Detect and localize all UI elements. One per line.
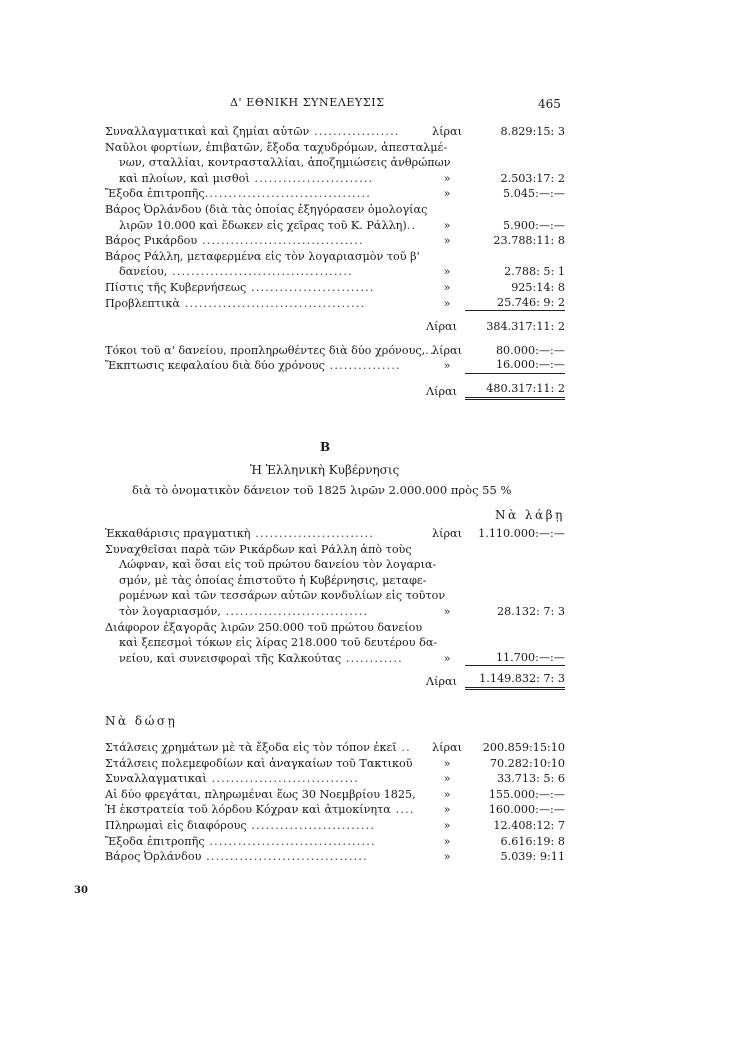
description-text: Αἱ δύο φρεγάται, πληρωμέναι ἕως 30 Νοεμβρίου 1825, — [105, 787, 416, 801]
description-text: λιρῶν 10.000 καὶ ἔδωκεν εἰς χεῖρας τοῦ Κ. Ράλλη) — [119, 218, 407, 232]
leader-dots: ................................... — [204, 187, 372, 201]
ledger-row — [105, 834, 565, 850]
description-line — [105, 604, 423, 620]
currency-unit: » — [443, 280, 451, 294]
description-line — [105, 249, 423, 265]
row-description — [105, 542, 446, 620]
currency-unit: » — [443, 787, 451, 801]
description-line — [105, 171, 423, 187]
leader-dots: .. — [425, 343, 435, 357]
row-description — [105, 787, 423, 803]
leader-dots: ............... — [324, 359, 401, 373]
description-text: Συναλλαγματικαὶ — [105, 772, 207, 786]
amount-value: 11.700:—:— — [465, 650, 565, 667]
currency-unit: » — [443, 265, 451, 279]
description-line — [105, 802, 423, 818]
row-description — [105, 280, 423, 296]
description-text: Ἡ ἐκστρατεία τοῦ λόρδου Κόχραν καὶ ἀτμοκίνητα — [105, 803, 391, 817]
row-description — [105, 202, 428, 233]
ledger-row — [105, 140, 565, 187]
ledger-table-give — [105, 740, 565, 865]
ledger-table-a — [105, 124, 565, 400]
leader-dots: .. — [396, 741, 411, 754]
description-line — [105, 218, 423, 234]
description-line — [105, 849, 423, 865]
description-line — [105, 358, 423, 374]
currency-unit: » — [443, 756, 451, 770]
description-line — [105, 771, 423, 787]
description-line — [105, 740, 423, 756]
currency-unit: λίραι — [432, 527, 462, 540]
amount-value: 160.000:—:— — [488, 803, 565, 817]
amount-value: 5.045:—:— — [503, 187, 565, 201]
row-description — [105, 233, 423, 249]
leader-dots: ...................................... — [167, 265, 353, 279]
description-text: Λώφναν, καὶ ὅσαι εἰς τοῦ πρώτου δανείου τὸν λογαρια- — [119, 558, 437, 572]
total-amount: 480.317:11: 2 — [465, 381, 565, 400]
currency-unit: » — [443, 296, 451, 310]
description-line — [105, 756, 423, 772]
description-text: Πληρωμαὶ εἰς διαφόρους — [105, 818, 247, 832]
description-text: Στάλσεις πολεμεφοδίων καὶ ἀναγκαίων τοῦ Τακτικοῦ — [105, 756, 413, 770]
description-text: Βάρος Ὀρλάνδου (διὰ τὰς ὁποίας ἐξηγόρασεν ὁμολογίας — [105, 202, 428, 216]
leader-dots: .......................... — [246, 280, 375, 294]
amount-value: 6.616:19: 8 — [500, 834, 565, 848]
description-text: Βάρος Ρικάρδου — [105, 234, 198, 248]
description-text: Στάλσεις χρημάτων μὲ τὰ ἔξοδα εἰς τὸν τόπον ἐκεῖ — [105, 741, 397, 754]
description-line — [105, 155, 451, 171]
currency-unit: λίραι — [432, 741, 462, 754]
amount-value: 33.713: 5: 6 — [496, 772, 565, 786]
row-description — [105, 358, 423, 374]
description-line — [105, 264, 423, 280]
amount-value: 28.132: 7: 3 — [496, 604, 565, 618]
total-amount: 1.149.832: 7: 3 — [465, 671, 565, 690]
description-text: Συναλλαγματικαὶ καὶ ζημίαι αὐτῶν — [105, 125, 310, 138]
ledger-row — [105, 233, 565, 249]
description-text: σμόν, μὲ τὰς ὁποίας ἐπιστοῦτο ἡ Κυβέρνησις, μεταφε- — [119, 573, 427, 587]
description-text: Ἐκκαθάρισις πραγματικὴ — [105, 527, 251, 540]
leader-dots: .................................. — [197, 234, 364, 248]
description-text: Προβλεπτικὰ — [105, 296, 180, 310]
total-row — [105, 674, 565, 690]
leader-dots: .......................... — [246, 818, 376, 832]
description-line — [105, 233, 423, 249]
footer-signature-mark: 30 — [74, 885, 88, 896]
leader-dots: ................................... — [204, 834, 376, 848]
description-line — [105, 202, 428, 218]
leader-dots: ............................... — [206, 772, 360, 786]
row-description — [105, 834, 423, 850]
row-description — [105, 186, 423, 202]
currency-unit: » — [443, 850, 451, 864]
leader-dots: .................................. — [201, 850, 368, 864]
ledger-row — [105, 802, 565, 818]
description-line — [105, 186, 423, 202]
description-line — [105, 542, 423, 558]
description-text: Ναῦλοι φορτίων, ἐπιβατῶν, ἔξοδα ταχυδρόμων, ἀπεσταλμέ- — [105, 140, 448, 154]
total-unit: Λίραι — [426, 675, 457, 689]
currency-unit: » — [443, 187, 451, 201]
total-unit: Λίραι — [426, 384, 457, 398]
ledger-row — [105, 186, 565, 202]
description-text: Ἔξοδα ἐπιτροπῆς — [105, 187, 205, 201]
description-line — [105, 296, 423, 312]
ledger-row — [105, 740, 565, 756]
receive-heading: Νὰ λάβῃ — [495, 508, 565, 522]
amount-value: 8.829:15: 3 — [500, 125, 565, 138]
description-text: Πίστις τῆς Κυβερνήσεως — [105, 280, 247, 294]
total-amount: 384.317:11: 2 — [486, 320, 565, 334]
amount-value: 5.039: 9:11 — [500, 850, 565, 864]
description-line — [105, 343, 435, 359]
currency-unit: » — [443, 651, 451, 665]
row-description — [105, 526, 423, 542]
description-line — [105, 280, 423, 296]
row-description — [105, 771, 423, 787]
page-number: 465 — [538, 97, 561, 111]
ledger-table-receive — [105, 526, 565, 690]
ledger-row — [105, 358, 565, 374]
description-text: Συναχθεῖσαι παρὰ τῶν Ρικάρδων καὶ Ράλλη ἀπὸ τοὺς — [105, 542, 412, 556]
ledger-row — [105, 526, 565, 542]
running-header-title: Δ' ΕΘΝΙΚΗ ΣΥΝΕΛΕΥΣΙΣ — [230, 96, 385, 109]
currency-unit: » — [443, 803, 451, 817]
description-line — [105, 588, 446, 604]
ledger-row — [105, 280, 565, 296]
amount-value: 16.000:—:— — [465, 357, 565, 374]
description-text: δανείου, — [119, 265, 168, 279]
leader-dots: ............ — [341, 651, 403, 665]
row-description — [105, 818, 423, 834]
amount-value: 2.788: 5: 1 — [504, 265, 565, 279]
ledger-row — [105, 542, 565, 620]
description-line — [105, 651, 423, 667]
total-unit: Λίραι — [426, 320, 457, 334]
description-line — [105, 834, 423, 850]
description-line — [105, 620, 423, 636]
description-line — [105, 818, 423, 834]
description-text: νείου, καὶ συνεισφοραὶ τῆς Καλκούτας — [119, 651, 342, 665]
amount-value: 25.746: 9: 2 — [465, 295, 565, 312]
ledger-row — [105, 787, 565, 803]
amount-value: 70.282:10:10 — [489, 756, 565, 770]
amount-value: 200.859:15:10 — [482, 741, 565, 754]
currency-unit: λίραι — [432, 343, 462, 357]
description-text: Ἔκπτωσις κεφαλαίου διὰ δύο χρόνους — [105, 359, 325, 373]
description-text: Βάρος Ράλλη, μεταφερμένα εἰς τὸν λογαριασμὸν τοῦ β' — [105, 249, 420, 263]
currency-unit: » — [443, 818, 451, 832]
row-description — [105, 756, 423, 772]
amount-value: 23.788:11: 8 — [493, 234, 565, 248]
amount-value: 12.408:12: 7 — [493, 818, 565, 832]
description-line — [105, 635, 438, 651]
ledger-row — [105, 249, 565, 280]
description-text: Ἔξοδα ἐπιτροπῆς — [105, 834, 205, 848]
total-row — [105, 381, 565, 400]
amount-value: 925:14: 8 — [511, 280, 565, 294]
currency-unit: » — [443, 604, 451, 618]
description-text: νων, σταλλίαι, κοντρασταλλίαι, ἀποζημιώσεις ἀνθρώπων — [119, 156, 451, 170]
amount-value: 2.503:17: 2 — [500, 171, 565, 185]
leader-dots: ......................... — [249, 171, 374, 185]
row-description — [105, 124, 423, 140]
ledger-row — [105, 296, 565, 312]
currency-unit: » — [443, 834, 451, 848]
total-spacer — [105, 384, 423, 400]
row-description — [105, 140, 451, 187]
row-description — [105, 802, 423, 818]
amount-value: 1.110.000:—:— — [478, 527, 565, 540]
row-description — [105, 740, 423, 756]
leader-dots: ...................................... — [179, 296, 366, 310]
row-description — [105, 296, 423, 312]
description-text: καὶ ξεπεσμοὶ τόκων εἰς λίρας 218.000 τοῦ δευτέρου δα- — [119, 636, 438, 650]
row-gap — [105, 311, 565, 319]
description-text: τὸν λογαριασμόν, — [119, 604, 221, 618]
ledger-row — [105, 818, 565, 834]
description-text: Βάρος Ὀρλάνδου — [105, 850, 202, 864]
leader-dots: ......................... — [250, 527, 375, 540]
ledger-row — [105, 124, 565, 140]
description-text: ρομένων καὶ τῶν τεσσάρων αὐτῶν κονδυλίων εἰς τοῦτον — [119, 589, 446, 603]
total-spacer — [105, 674, 423, 690]
give-heading: Νὰ δώσῃ — [105, 714, 178, 728]
ledger-row — [105, 620, 565, 667]
description-text: Τόκοι τοῦ α' δανείου, προπληρωθέντες διὰ δύο χρόνους, — [105, 343, 426, 357]
currency-unit: » — [443, 772, 451, 786]
currency-unit: » — [443, 359, 451, 373]
row-gap — [105, 335, 565, 343]
currency-unit: » — [443, 171, 451, 185]
amount-value: 155.000:—:— — [488, 787, 565, 801]
section-letter: Β — [320, 440, 331, 454]
description-line — [105, 557, 437, 573]
ledger-row — [105, 343, 565, 359]
description-line — [105, 526, 423, 542]
ledger-row — [105, 771, 565, 787]
currency-unit: » — [443, 234, 451, 248]
total-spacer — [105, 319, 423, 335]
amount-value: 5.900:—:— — [503, 218, 565, 232]
ledger-row — [105, 849, 565, 865]
leader-dots: .................. — [309, 125, 400, 138]
leader-dots: .............................. — [220, 604, 369, 618]
leader-dots: .. — [406, 218, 417, 232]
row-description — [105, 620, 438, 667]
description-text: Διάφορον ἐξαγορᾶς λιρῶν 250.000 τοῦ πρώτου δανείου — [105, 620, 423, 634]
currency-unit: » — [443, 218, 451, 232]
ledger-row — [105, 756, 565, 772]
description-line — [105, 124, 423, 140]
section-subtitle: διὰ τὸ ὀνοματικὸν δάνειον τοῦ 1825 λιρῶν 2.000.000 πρὸς 55 % — [132, 483, 512, 497]
description-line — [105, 573, 427, 589]
ledger-row — [105, 202, 565, 233]
currency-unit: λίραι — [432, 125, 462, 138]
total-row — [105, 319, 565, 335]
row-description — [105, 849, 423, 865]
row-description — [105, 343, 435, 359]
description-text: καὶ πλοίων, καὶ μισθοὶ — [119, 171, 250, 185]
row-description — [105, 249, 423, 280]
leader-dots: .... — [390, 803, 415, 817]
description-line — [105, 787, 423, 803]
description-line — [105, 140, 448, 156]
section-title: Ἡ Ἑλληνικὴ Κυβέρνησις — [250, 463, 400, 477]
amount-value: 80.000:—:— — [495, 343, 565, 357]
